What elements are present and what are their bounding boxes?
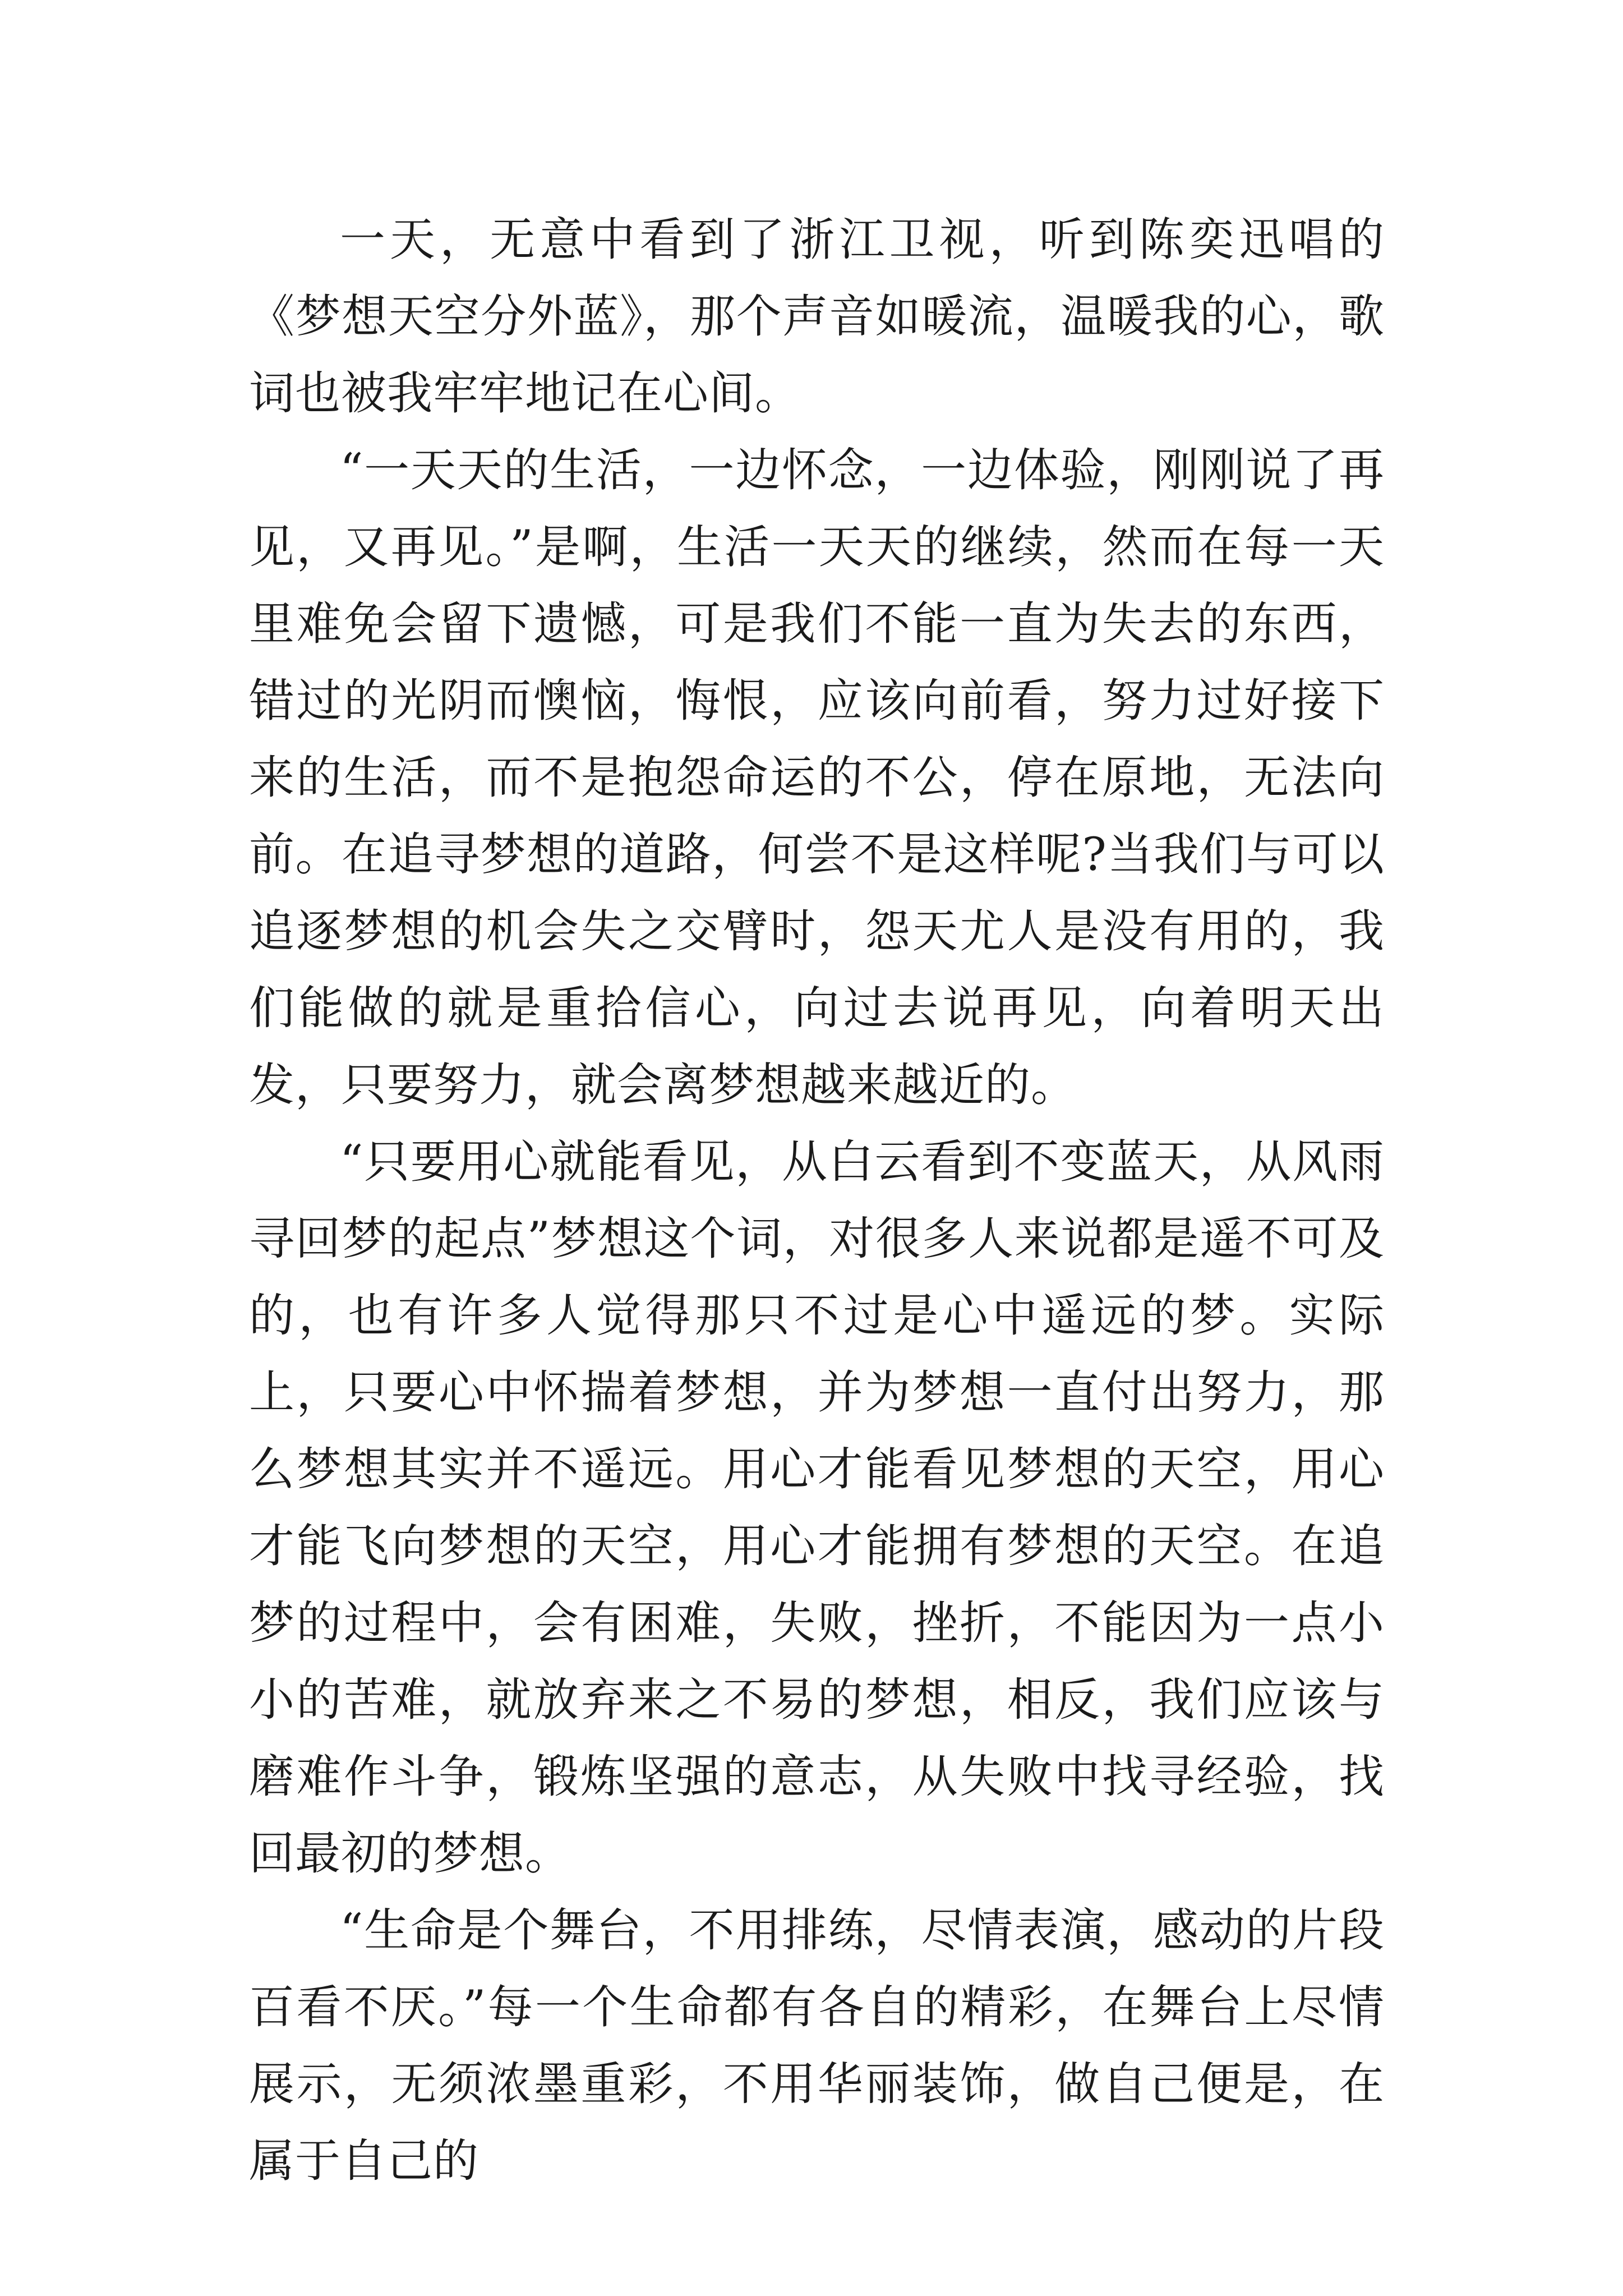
document-body — [249, 202, 1385, 2200]
paragraph: 一天，无意中看到了浙江卫视，听到陈奕迅唱的《梦想天空分外蓝》，那个声音如暖流，温暖我的心，歌词也被我牢牢地记在心间。 — [249, 214, 1385, 420]
paragraph: “生命是个舞台，不用排练，尽情表演，感动的片段百看不厌。”每一个生命都有各自的精彩，在舞台上尽情展示，无须浓墨重彩，不用华丽装饰，做自己便是，在属于自己的 — [249, 1904, 1385, 2188]
paragraph: “只要用心就能看见，从白云看到不变蓝天，从风雨寻回梦的起点”梦想这个词，对很多人来说都是遥不可及的，也有许多人觉得那只不过是心中遥远的梦。实际上，只要心中怀揣着梦想，并为梦想一直付出努力，那么梦想其实并不遥远。用心才能看见梦想的天空，用心才能飞向梦想的天空，用心才能拥有梦想的天空。在追梦的过程中，会有困难，失败，挫折，不能因为一点小小的苦难，就放弃来之不易的梦想，相反，我们应该与磨难作斗争，锻炼坚强的意志，从失败中找寻经验，找回最初的梦想。 — [249, 1136, 1385, 1880]
paragraph: “一天天的生活，一边怀念，一边体验，刚刚说了再见，又再见。”是啊，生活一天天的继续，然而在每一天里难免会留下遗憾，可是我们不能一直为失去的东西，错过的光阴而懊恼，悔恨，应该向前看，努力过好接下来的生活，而不是抱怨命运的不公，停在原地，无法向前。在追寻梦想的道路，何尝不是这样呢?当我们与可以追逐梦想的机会失之交臂时，怨天尤人是没有用的，我们能做的就是重拾信心，向过去说再见，向着明天出发，只要努力，就会离梦想越来越近的。 — [249, 444, 1385, 1112]
